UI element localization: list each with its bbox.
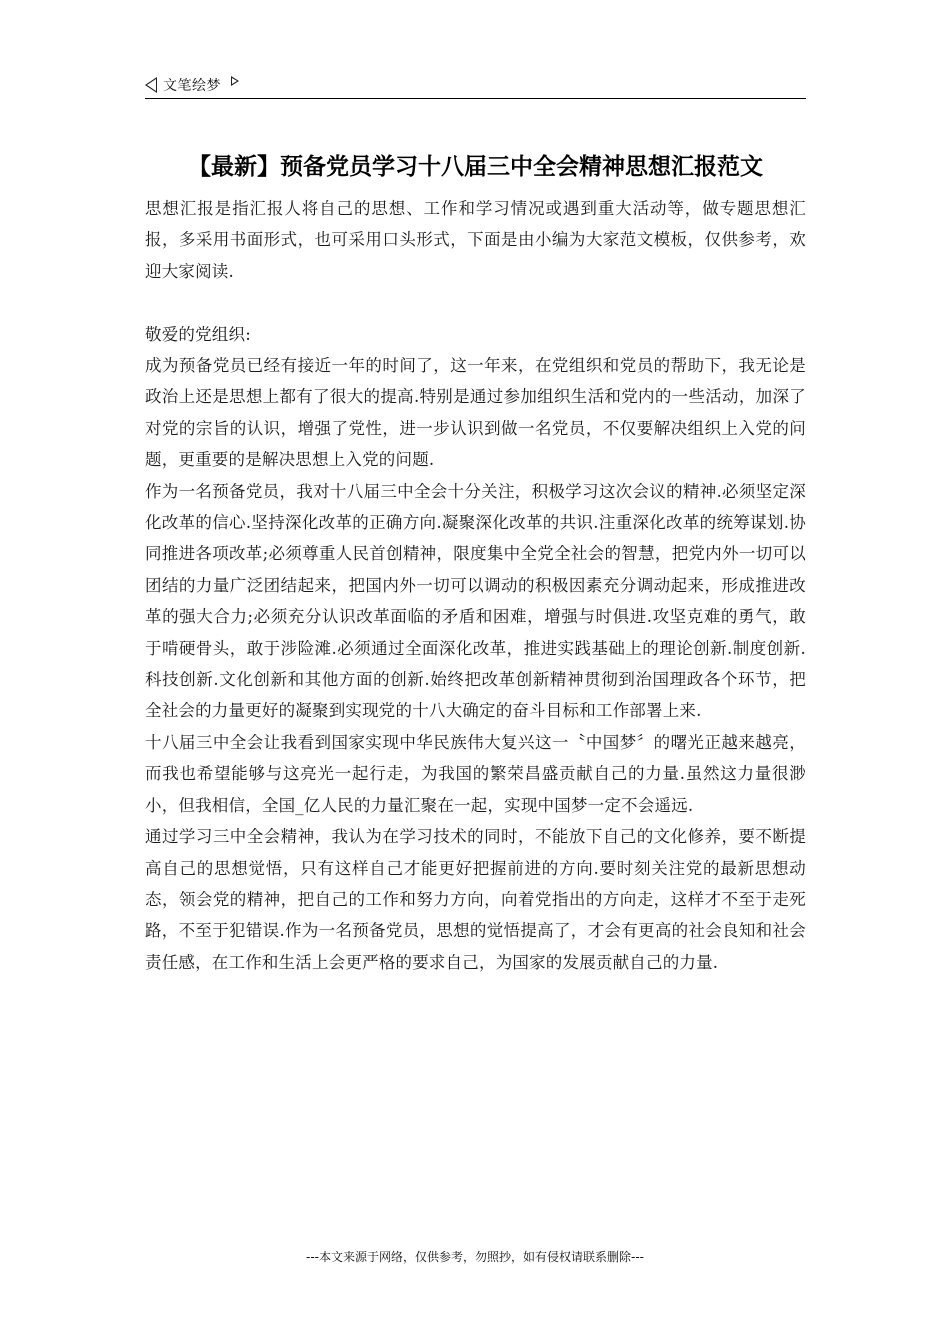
blank-line bbox=[145, 287, 806, 318]
triangle-left-icon bbox=[145, 77, 157, 93]
body-paragraph-2: 作为一名预备党员，我对十八届三中全会十分关注，积极学习这次会议的精神.必须坚定深化改革的信心.坚持深化改革的正确方向.凝聚深化改革的共识.注重深化改革的统筹谋划.协同推进各项改革;必须尊重人民首创精神，限度集中全党全社会的智慧，把党内外一切可以团结的力量广泛团结起来，把国内外一切可以调动的积极因素充分调动起来，形成推进改革的强大合力;必须充分认识改革面临的矛盾和困难，增强与时俱进.攻坚克难的勇气，敢于啃硬骨头，敢于涉险滩.必须通过全面深化改革，推进实践基础上的理论创新.制度创新.科技创新.文化创新和其他方面的创新.始终把改革创新精神贯彻到治国理政各个环节，把全社会的力量更好的凝聚到实现党的十八大确定的奋斗目标和工作部署上来. bbox=[145, 481, 806, 721]
document-body bbox=[145, 193, 806, 978]
page-header bbox=[145, 74, 806, 99]
salutation: 敬爱的党组织: bbox=[145, 324, 251, 344]
intro-paragraph: 思想汇报是指汇报人将自己的思想、工作和学习情况或遇到重大活动等，做专题思想汇报，多采用书面形式，也可采用口头形式，下面是由小编为大家范文模板，仅供参考，欢迎大家阅读. bbox=[145, 199, 806, 281]
header-brand-group bbox=[145, 74, 239, 96]
brand-name: 文笔绘梦 bbox=[163, 78, 221, 94]
body-paragraph-3: 十八届三中全会让我看到国家实现中华民族伟大复兴这一〝中国梦〞的曙光正越来越亮，而我也希望能够与这亮光一起行走，为我国的繁荣昌盛贡献自己的力量.虽然这力量很渺小，但我相信，全国_亿人民的力量汇聚在一起，实现中国梦一定不会遥远. bbox=[145, 732, 806, 815]
footer-disclaimer: ---本文来源于网络，仅供参考，勿照抄，如有侵权请联系删除--- bbox=[306, 1250, 644, 1264]
body-paragraph-4: 通过学习三中全会精神，我认为在学习技术的同时，不能放下自己的文化修养，要不断提高自己的思想觉悟，只有这样自己才能更好把握前进的方向.要时刻关注党的最新思想动态，领会党的精神，把自己的工作和努力方向，向着党指出的方向走，这样才不至于走死路，不至于犯错误.作为一名预备党员，思想的觉悟提高了，才会有更高的社会良知和社会责任感，在工作和生活上会更严格的要求自己，为国家的发展贡献自己的力量. bbox=[145, 827, 806, 972]
document-title: 【最新】预备党员学习十八届三中全会精神思想汇报范文 bbox=[188, 154, 763, 180]
body-paragraph-1: 成为预备党员已经有接近一年的时间了，这一年来，在党组织和党员的帮助下，我无论是政治上还是思想上都有了很大的提高.特别是通过参加组织生活和党内的一些活动，加深了对党的宗旨的认识，增强了党性，进一步认识到做一名党员，不仅要解决组织上入党的问题，更重要的是解决思想上入党的问题. bbox=[145, 356, 806, 470]
triangle-right-icon bbox=[231, 76, 239, 86]
